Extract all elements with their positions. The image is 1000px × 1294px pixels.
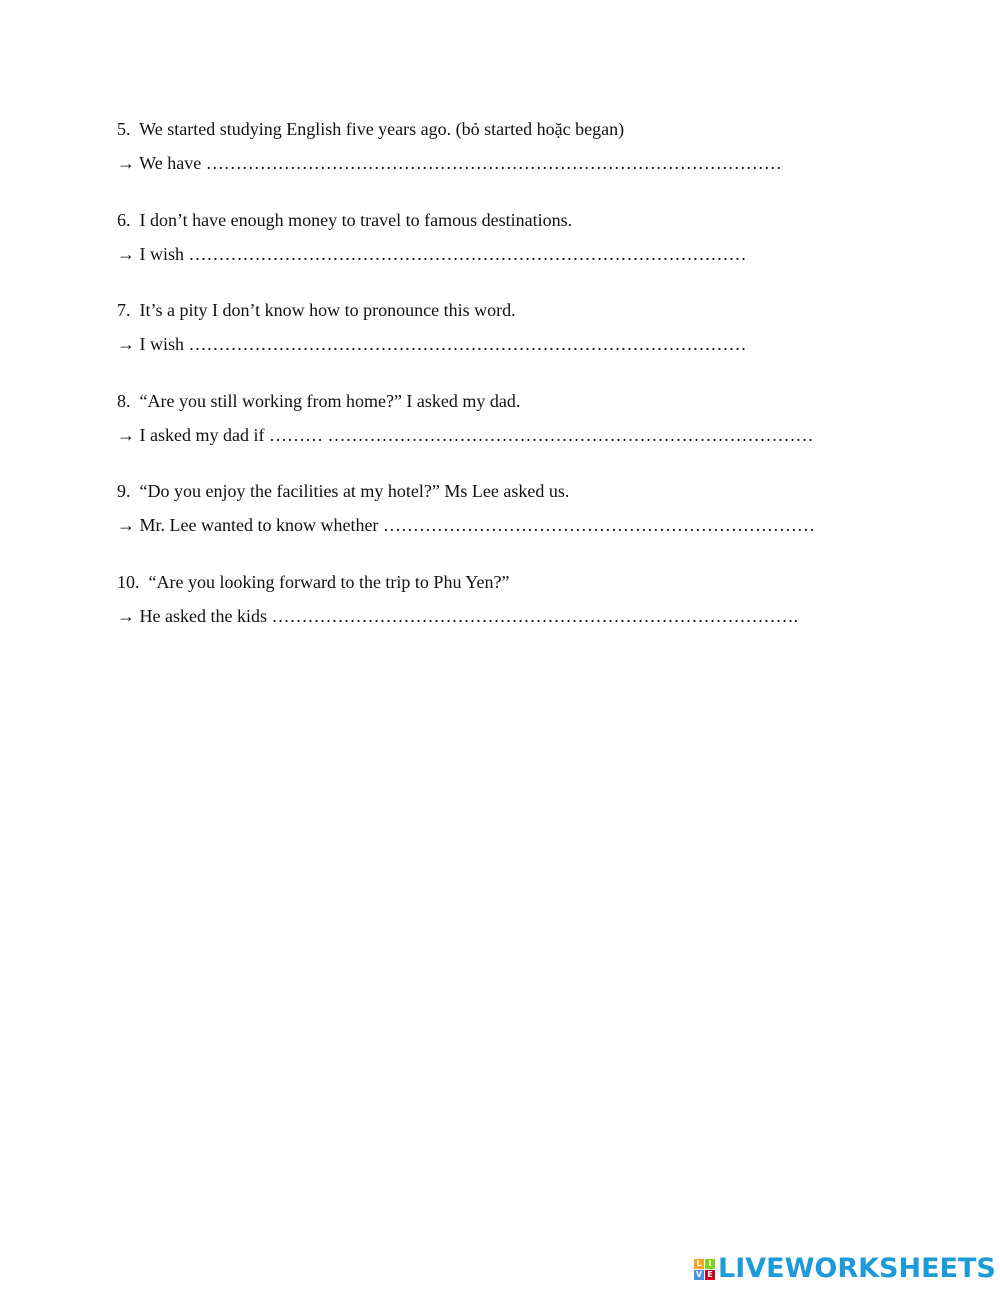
exercise-answer-line: → I wish ………………………………………………………………………………… bbox=[117, 244, 747, 264]
exercise-answer-line: → Mr. Lee wanted to know whether ……………………………………………………………… bbox=[117, 515, 815, 535]
exercise-answer-line: → We have …………………………………………………………………………………… bbox=[117, 153, 782, 173]
exercise-answer-line: → I wish ………………………………………………………………………………… bbox=[117, 334, 747, 354]
exercise-6 bbox=[117, 209, 907, 265]
liveworksheets-logo-icon bbox=[694, 1259, 715, 1280]
exercise-answer-line: → I asked my dad if ……… ……………………………………………………………………… bbox=[117, 425, 814, 445]
exercise-prompt: 9. “Do you enjoy the facilities at my hotel?” Ms Lee asked us. bbox=[117, 481, 570, 501]
exercise-prompt: 6. I don’t have enough money to travel to famous destinations. bbox=[117, 210, 573, 230]
logo-icon-letter: E bbox=[705, 1270, 715, 1280]
exercise-8 bbox=[117, 390, 907, 446]
liveworksheets-logo bbox=[694, 1254, 996, 1284]
exercise-prompt: 8. “Are you still working from home?” I asked my dad. bbox=[117, 391, 521, 411]
exercise-9 bbox=[117, 480, 907, 536]
exercise-10 bbox=[117, 571, 907, 627]
exercise-5 bbox=[117, 118, 907, 174]
liveworksheets-logo-text: LIVEWORKSHEETS bbox=[718, 1253, 996, 1284]
exercise-7 bbox=[117, 299, 907, 355]
logo-icon-letter: I bbox=[705, 1259, 715, 1269]
exercise-prompt: 5. We started studying English five years ago. (bỏ started hoặc began) bbox=[117, 119, 625, 139]
exercise-answer-line: → He asked the kids ……………………………………………………………………………. bbox=[117, 606, 798, 626]
logo-icon-letter: V bbox=[695, 1269, 703, 1279]
exercise-prompt: 10. “Are you looking forward to the trip to Phu Yen?” bbox=[117, 572, 510, 592]
logo-icon-letter: L bbox=[694, 1259, 704, 1269]
exercise-prompt: 7. It’s a pity I don’t know how to pronounce this word. bbox=[117, 300, 516, 320]
